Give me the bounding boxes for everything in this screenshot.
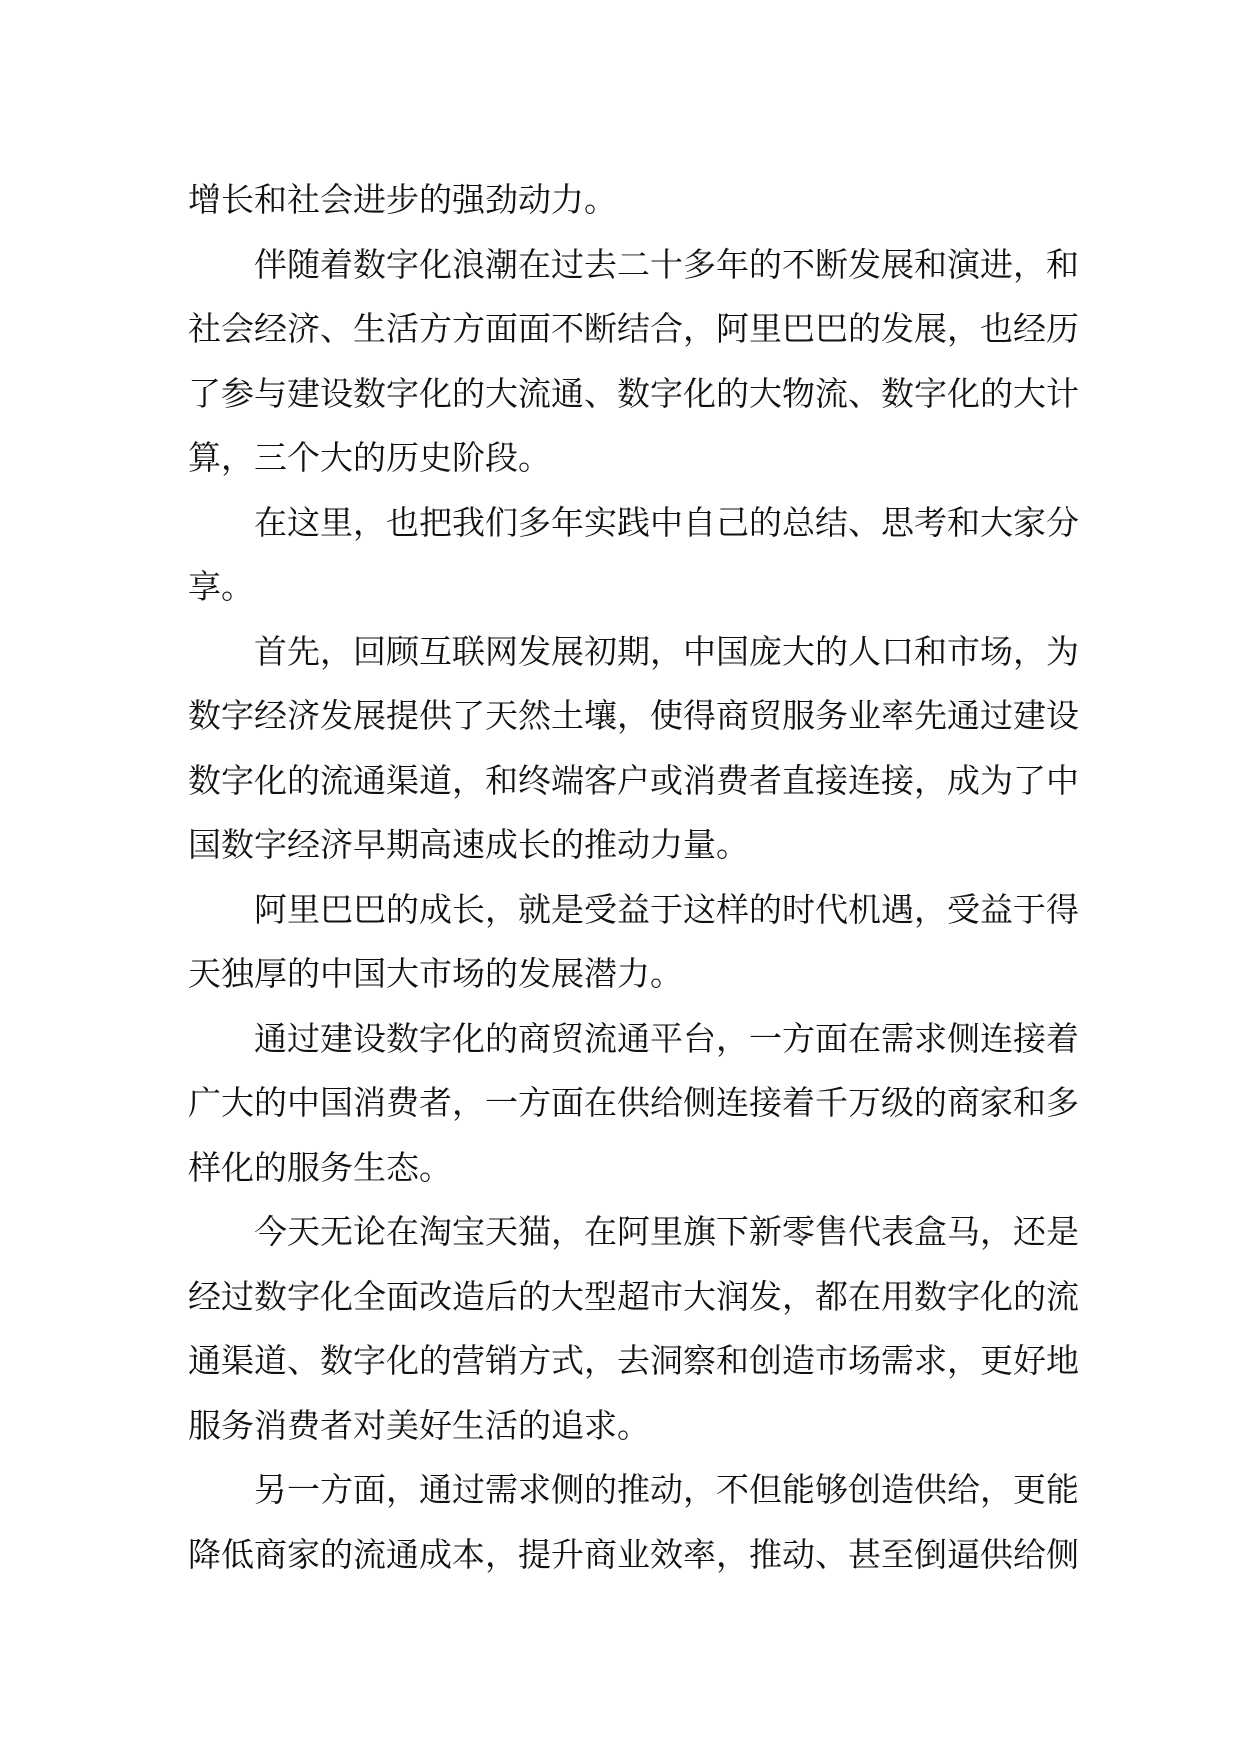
text-line: 样化的服务生态。: [188, 1147, 452, 1187]
text-line: 通渠道、数字化的营销方式，去洞察和创造市场需求，更好地: [188, 1341, 1079, 1380]
paragraph-8: [188, 1458, 1079, 1587]
text-line: 享。: [188, 567, 254, 606]
text-line: 降低商家的流通成本，提升商业效率，推动、甚至倒逼供给侧: [188, 1534, 1079, 1574]
paragraph-4: [188, 620, 1079, 878]
text-line: 了参与建设数字化的大流通、数字化的大物流、数字化的大计: [188, 373, 1079, 413]
text-line: 天独厚的中国大市场的发展潜力。: [188, 954, 683, 993]
text-line: 今天无论在淘宝天猫，在阿里旗下新零售代表盒马，还是: [254, 1212, 1079, 1251]
text-line: 算，三个大的历史阶段。: [188, 438, 551, 477]
paragraph-6: [188, 1007, 1079, 1201]
text-line: 在这里，也把我们多年实践中自己的总结、思考和大家分: [254, 502, 1079, 542]
paragraph-1: [188, 168, 1058, 233]
paragraph-5: [188, 878, 1079, 1007]
text-line: 数字化的流通渠道，和终端客户或消费者直接连接，成为了中: [188, 760, 1079, 800]
text-line: 增长和社会进步的强劲动力。: [188, 180, 617, 219]
text-line: 国数字经济早期高速成长的推动力量。: [188, 825, 749, 864]
text-line: 社会经济、生活方方面面不断结合，阿里巴巴的发展，也经历: [188, 309, 1079, 348]
text-line: 数字经济发展提供了天然土壤，使得商贸服务业率先通过建设: [188, 696, 1079, 735]
text-line: 伴随着数字化浪潮在过去二十多年的不断发展和演进，和: [254, 244, 1079, 284]
text-line: 另一方面，通过需求侧的推动，不但能够创造供给，更能: [254, 1470, 1079, 1509]
text-line: 广大的中国消费者，一方面在供给侧连接着千万级的商家和多: [188, 1083, 1079, 1122]
paragraph-2: [188, 233, 1079, 491]
document-page: [188, 168, 1079, 1587]
text-line: 服务消费者对美好生活的追求。: [188, 1405, 650, 1445]
paragraph-7: [188, 1200, 1079, 1458]
text-line: 首先，回顾互联网发展初期，中国庞大的人口和市场，为: [254, 631, 1079, 671]
text-line: 通过建设数字化的商贸流通平台，一方面在需求侧连接着: [254, 1018, 1079, 1058]
text-line: 经过数字化全面改造后的大型超市大润发，都在用数字化的流: [188, 1276, 1079, 1316]
text-line: 阿里巴巴的成长，就是受益于这样的时代机遇，受益于得: [254, 889, 1079, 929]
paragraph-3: [188, 491, 1079, 620]
